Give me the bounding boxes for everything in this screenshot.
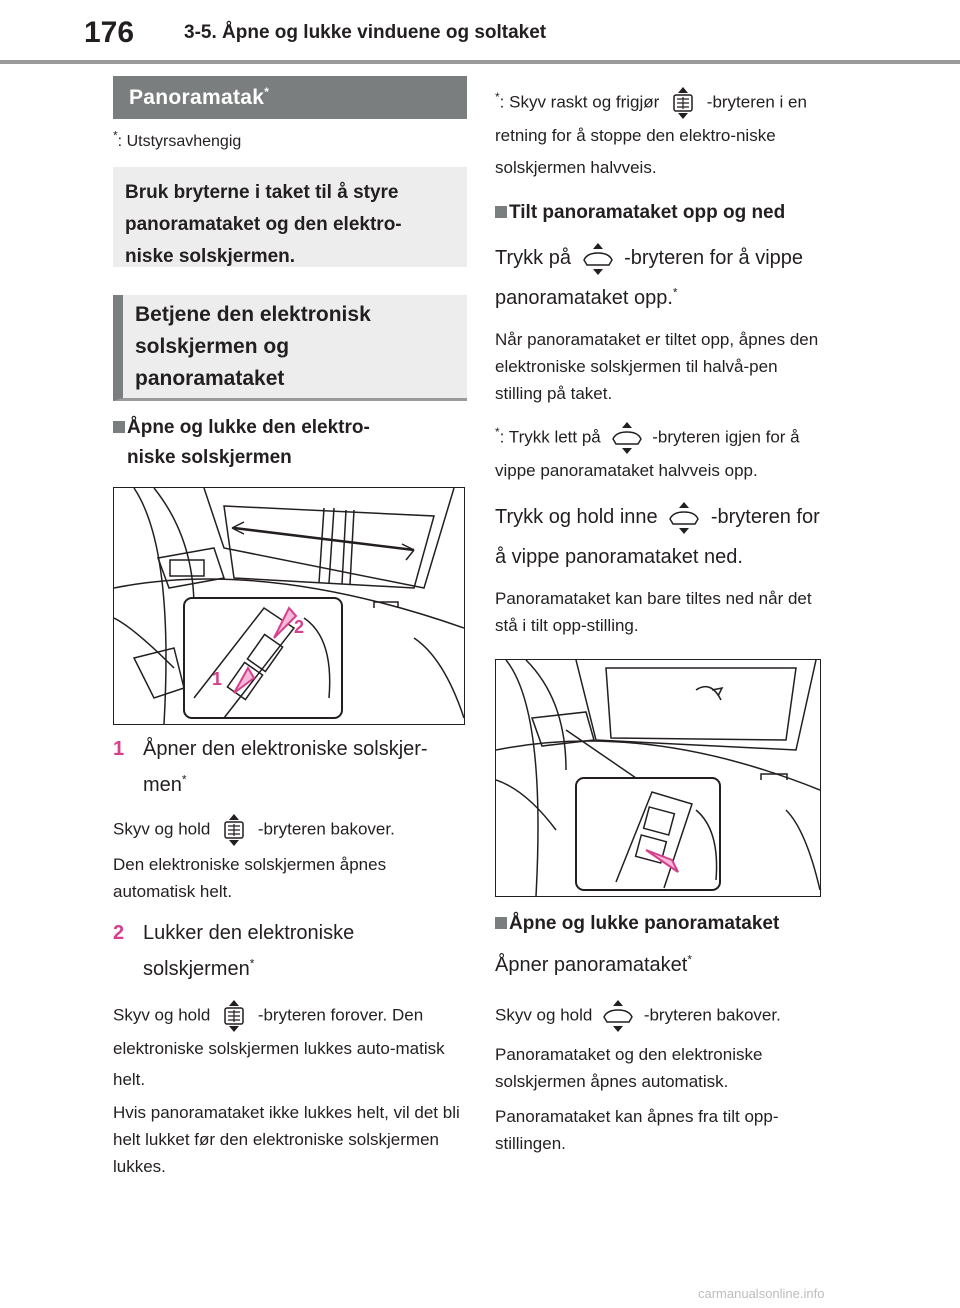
- tilt-switch-icon: [581, 242, 615, 276]
- body-text: -bryteren for å vippe panoramataket ned.: [495, 506, 820, 568]
- step-1: [113, 731, 467, 803]
- subheading-tilt: [495, 198, 825, 228]
- step-number: 2: [113, 922, 125, 944]
- tilt-down-body: Panoramataket kan bare tiltes ned når det stå i tilt opp-stilling.: [495, 589, 812, 635]
- step-1-body-2: Den elektroniske solskjermen åpnes automatisk helt.: [113, 855, 387, 901]
- body-text: Trykk på: [495, 247, 571, 269]
- tilt-switch-icon: [610, 421, 644, 455]
- section-title: [113, 76, 467, 119]
- subheading-sunshade: [113, 413, 467, 473]
- square-bullet-icon: [495, 917, 507, 929]
- body-text: -bryteren bakover.: [643, 1005, 781, 1025]
- footnote-text: : Utstyrsavhengig: [117, 133, 242, 150]
- body-text: Trykk og hold inne: [495, 506, 658, 528]
- note-stop-halfway: [495, 86, 825, 184]
- open-moonroof-line: [495, 945, 825, 985]
- note-text: -bryteren igjen for å vippe panoramataket halvveis opp.: [495, 427, 800, 480]
- note-asterisk: *: [495, 89, 500, 104]
- step-number: 1: [113, 738, 125, 760]
- step-asterisk: *: [249, 956, 255, 971]
- step-text: Åpner den elektroniske solskjer- men: [143, 738, 428, 796]
- sunshade-switch-icon: [219, 813, 249, 847]
- tilt-switch-icon: [601, 999, 635, 1033]
- body-text: Skyv og hold: [495, 1005, 593, 1025]
- subheading-open-moonroof: [495, 909, 825, 939]
- body-asterisk: *: [687, 952, 693, 967]
- step-text: Lukker den elektroniske solskjermen: [143, 922, 355, 980]
- roof-console-drawing: [496, 660, 820, 896]
- roof-console-drawing: [114, 488, 464, 724]
- sunshade-switch-icon: [219, 999, 249, 1033]
- note-text: : Skyv raskt og frigjør: [499, 92, 660, 112]
- footnote: [113, 128, 467, 151]
- step-asterisk: *: [181, 772, 187, 787]
- chapter-title: 3-5. Åpne og lukke vinduene og soltaket: [184, 22, 547, 43]
- page-number: 176: [84, 16, 135, 49]
- subheading-text: Åpne og lukke panoramataket: [509, 913, 780, 934]
- right-column: [495, 76, 825, 1157]
- sunshade-illustration: [113, 487, 465, 725]
- note-tilt-halfway: [495, 421, 825, 487]
- left-column: [113, 76, 467, 1180]
- subsection-heading-text: Betjene den elektronisk solskjermen og panoramataket: [135, 303, 371, 390]
- sunshade-switch-icon: [668, 86, 698, 120]
- subsection-heading: [113, 295, 467, 401]
- body-asterisk: *: [672, 285, 678, 300]
- header-rule: [0, 60, 960, 64]
- page-header: [0, 0, 960, 66]
- section-title-text: Panoramatak: [129, 86, 265, 109]
- body-text: -bryteren bakover.: [257, 819, 395, 839]
- note-asterisk: *: [495, 424, 500, 439]
- step-2: [113, 915, 467, 987]
- open-moonroof-body-3: Panoramataket kan åpnes fra tilt opp-stillingen.: [495, 1107, 779, 1153]
- square-bullet-icon: [113, 421, 125, 433]
- watermark: carmanualsonline.info: [698, 1286, 825, 1301]
- figure-label-1: 1: [212, 669, 223, 689]
- note-text: -bryteren i en retning for å stoppe den elektro-niske solskjermen halvveis.: [495, 92, 807, 177]
- moonroof-illustration: [495, 659, 821, 897]
- body-text: -bryteren for å vippe panoramataket opp.: [495, 247, 804, 309]
- title-asterisk: *: [264, 85, 270, 99]
- body-text: Skyv og hold: [113, 819, 211, 839]
- tilt-switch-icon: [667, 501, 701, 535]
- subheading-text: Åpne og lukke den elektro- niske solskjermen: [127, 417, 370, 468]
- tilt-down-instruction: [495, 497, 825, 577]
- body-text: Åpner panoramataket: [495, 954, 688, 976]
- body-text: Skyv og hold: [113, 1005, 211, 1025]
- note-text: : Trykk lett på: [499, 427, 601, 447]
- step-1-body: [113, 813, 467, 847]
- subheading-text: Tilt panoramataket opp og ned: [509, 202, 786, 223]
- tilt-body: Når panoramataket er tiltet opp, åpnes den elektroniske solskjermen til halvå-pen stilling på taket.: [495, 330, 819, 403]
- square-bullet-icon: [495, 206, 507, 218]
- step-2-body: [113, 999, 467, 1095]
- summary-text: Bruk bryterne i taket til å styre panoramataket og den elektro- niske solskjermen.: [125, 182, 402, 267]
- open-moonroof-body-2: Panoramataket og den elektroniske solskjermen åpnes automatisk.: [495, 1045, 763, 1091]
- footnote-asterisk: *: [113, 128, 118, 143]
- summary-box: [113, 167, 467, 267]
- step-2-body-2: Hvis panoramataket ikke lukkes helt, vil det bli helt lukket før den elektroniske solskjermen lukkes.: [113, 1103, 460, 1176]
- open-moonroof-body: [495, 999, 825, 1033]
- figure-label-2: 2: [294, 617, 305, 637]
- tilt-instruction: [495, 238, 825, 318]
- body-text: -bryteren forover. Den elektroniske solskjermen lukkes auto-matisk helt.: [113, 1005, 445, 1089]
